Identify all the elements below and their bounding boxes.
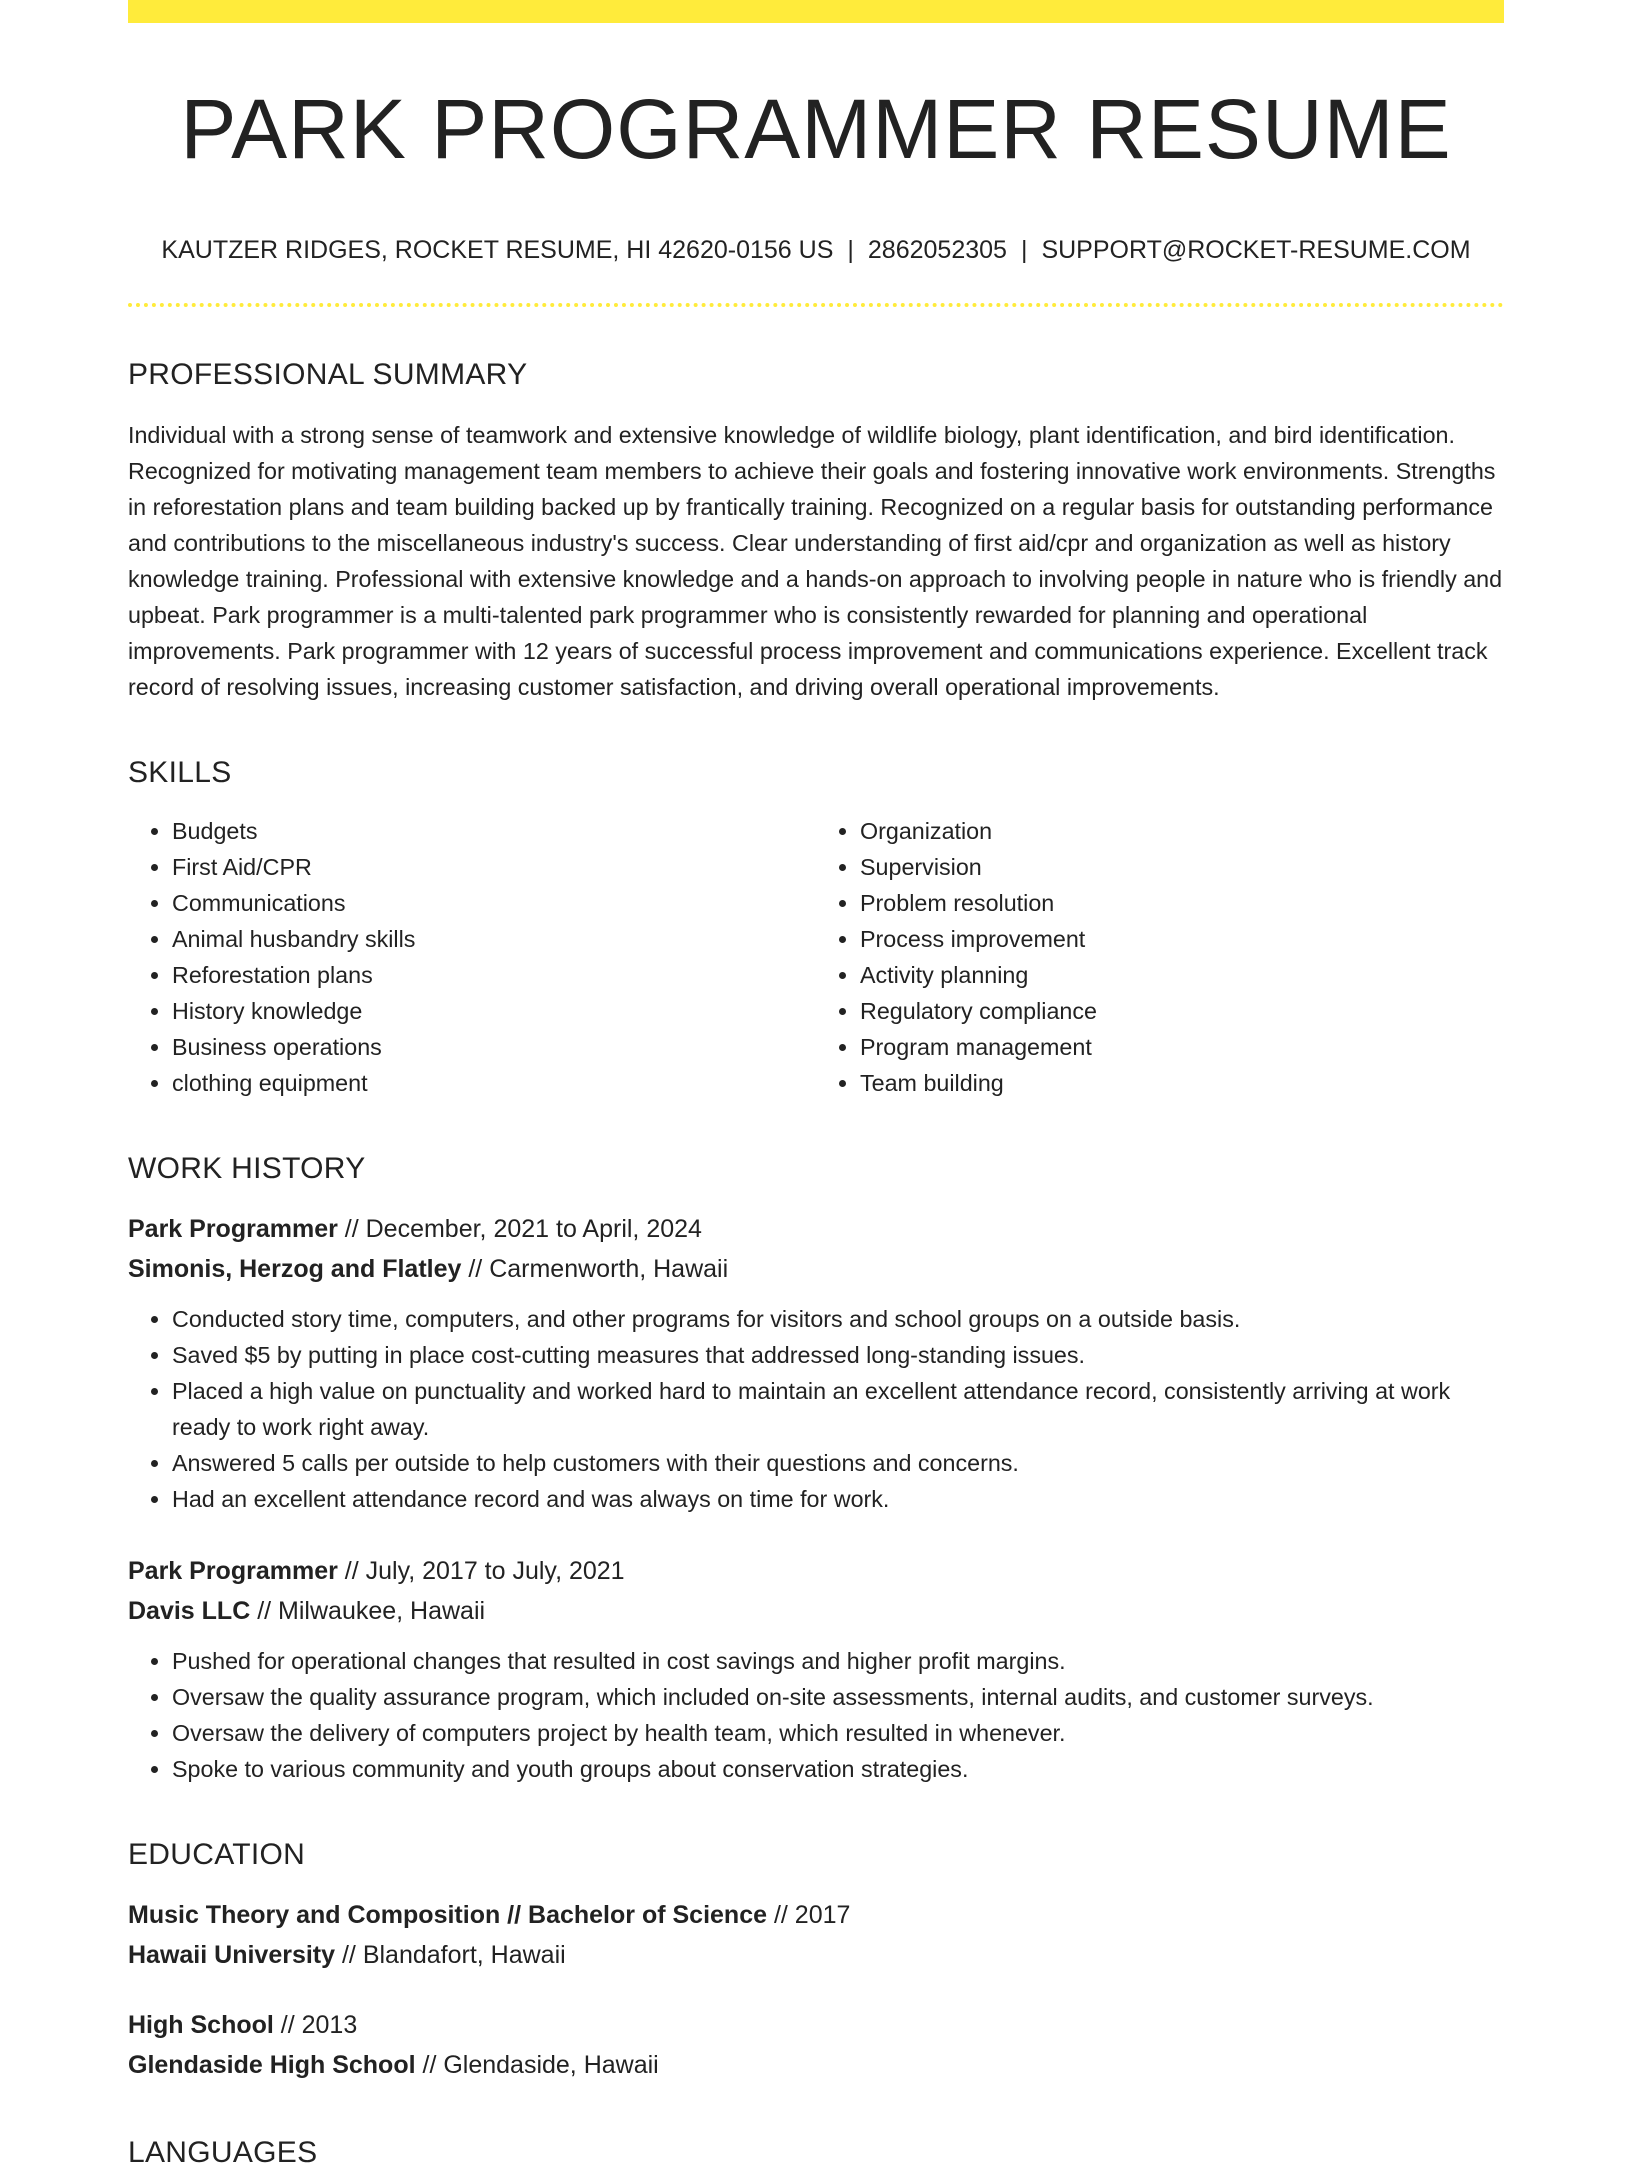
job-company-line — [128, 1249, 1504, 1289]
contact-line — [128, 235, 1504, 265]
job-bullets — [128, 1643, 1504, 1787]
job-bullet: • Answered 5 calls per outside to help customers with their questions and concerns. — [172, 1445, 1504, 1481]
languages-heading: LANGUAGES — [128, 2136, 318, 2170]
contact-separator: | — [1020, 236, 1028, 265]
degree-line — [128, 1895, 1504, 1935]
skill-item: • clothing equipment — [172, 1065, 816, 1101]
contact-address: KAUTZER RIDGES, ROCKET RESUME, HI 42620-0156 US — [161, 236, 834, 265]
graduation-year: // 2017 — [767, 1901, 851, 1930]
degree: High School — [128, 2011, 274, 2040]
education-entry — [128, 2005, 1504, 2085]
skill-item: • Supervision — [860, 849, 1504, 885]
skills-heading: SKILLS — [128, 756, 232, 790]
work-history-heading: WORK HISTORY — [128, 1152, 366, 1186]
dotted-divider — [128, 303, 1504, 307]
skill-item: • Problem resolution — [860, 885, 1504, 921]
education-heading: EDUCATION — [128, 1838, 306, 1872]
job-dates: // July, 2017 to July, 2021 — [337, 1557, 625, 1586]
skills-list — [128, 813, 1504, 1101]
school-location: // Glendaside, Hawaii — [415, 2051, 659, 2080]
skills-column-left — [128, 813, 816, 1101]
graduation-year: // 2013 — [273, 2011, 358, 2040]
degree-line — [128, 2005, 1504, 2045]
job-bullet: • Had an excellent attendance record and was always on time for work. — [172, 1481, 1504, 1517]
skill-item: • Animal husbandry skills — [172, 921, 816, 957]
skill-item: • Business operations — [172, 1029, 816, 1065]
job-company-line — [128, 1591, 1504, 1631]
job-bullet: • Spoke to various community and youth groups about conservation strategies. — [172, 1751, 1504, 1787]
summary-text: Individual with a strong sense of teamwork and extensive knowledge of wildlife biology, plant identification, and bird identification. Recognized for motivating management team members to achieve their goals and fostering innovative work environments. Strengths in reforestation plans and team building backed up by frantically training. Recognized on a regular basis for outstanding performance and contributions to the miscellaneous industry's success. Clear understanding of first aid/cpr and organization as well as history knowledge training. Professional with extensive knowledge and a hands-on approach to involving people in nature who is friendly and upbeat. Park programmer is a multi-talented park programmer who is consistently rewarded for planning and operational improvements. Park programmer with 12 years of successful process improvement and communications experience. Excellent track record of resolving issues, increasing customer satisfaction, and driving overall operational improvements. — [128, 422, 1503, 701]
school-location: // Blandafort, Hawaii — [335, 1941, 566, 1970]
job-location: // Milwaukee, Hawaii — [250, 1597, 486, 1626]
job-company: Davis LLC — [128, 1597, 251, 1626]
education-entry — [128, 1895, 1504, 1975]
skill-item: • Budgets — [172, 813, 816, 849]
skill-item: • Reforestation plans — [172, 957, 816, 993]
contact-phone: 2862052305 — [867, 236, 1007, 265]
school-line — [128, 2045, 1504, 2085]
job-dates: // December, 2021 to April, 2024 — [337, 1215, 702, 1244]
job-title-line — [128, 1209, 1504, 1249]
job-title: Park Programmer — [128, 1215, 338, 1244]
job-entry — [128, 1209, 1504, 1517]
skill-item: • Activity planning — [860, 957, 1504, 993]
job-entry — [128, 1551, 1504, 1787]
job-bullet: • Oversaw the delivery of computers project by health team, which resulted in whenever. — [172, 1715, 1504, 1751]
skill-item: • Program management — [860, 1029, 1504, 1065]
job-title: Park Programmer — [128, 1557, 338, 1586]
job-bullet: • Saved $5 by putting in place cost-cutting measures that addressed long-standing issues. — [172, 1337, 1504, 1373]
degree: Music Theory and Composition // Bachelor of Science — [128, 1901, 768, 1930]
job-bullet: • Oversaw the quality assurance program, which included on-site assessments, internal audits, and customer surveys. — [172, 1679, 1504, 1715]
skill-item: • First Aid/CPR — [172, 849, 816, 885]
job-company: Simonis, Herzog and Flatley — [128, 1255, 462, 1284]
job-bullets — [128, 1301, 1504, 1517]
skill-item: • History knowledge — [172, 993, 816, 1029]
skill-item: • Team building — [860, 1065, 1504, 1101]
job-bullet: • Pushed for operational changes that resulted in cost savings and higher profit margins. — [172, 1643, 1504, 1679]
skills-column-right — [816, 813, 1504, 1101]
school-name: Hawaii University — [128, 1941, 336, 1970]
job-bullet: • Conducted story time, computers, and other programs for visitors and school groups on a outside basis. — [172, 1301, 1504, 1337]
job-bullet: • Placed a high value on punctuality and worked hard to maintain an excellent attendance record, consistently arriving at work ready to work right away. — [172, 1373, 1504, 1445]
resume-page — [128, 0, 1504, 2171]
job-location: // Carmenworth, Hawaii — [461, 1255, 729, 1284]
summary-heading: PROFESSIONAL SUMMARY — [128, 358, 528, 392]
contact-email: SUPPORT@ROCKET-RESUME.COM — [1041, 236, 1471, 265]
contact-separator: | — [847, 236, 854, 265]
skill-item: • Process improvement — [860, 921, 1504, 957]
skill-item: • Organization — [860, 813, 1504, 849]
school-line — [128, 1935, 1504, 1975]
top-accent-bar — [128, 0, 1504, 23]
skill-item: • Communications — [172, 885, 816, 921]
job-title-line — [128, 1551, 1504, 1591]
resume-title: PARK PROGRAMMER RESUME — [180, 82, 1452, 176]
school-name: Glendaside High School — [128, 2051, 416, 2080]
skill-item: • Regulatory compliance — [860, 993, 1504, 1029]
